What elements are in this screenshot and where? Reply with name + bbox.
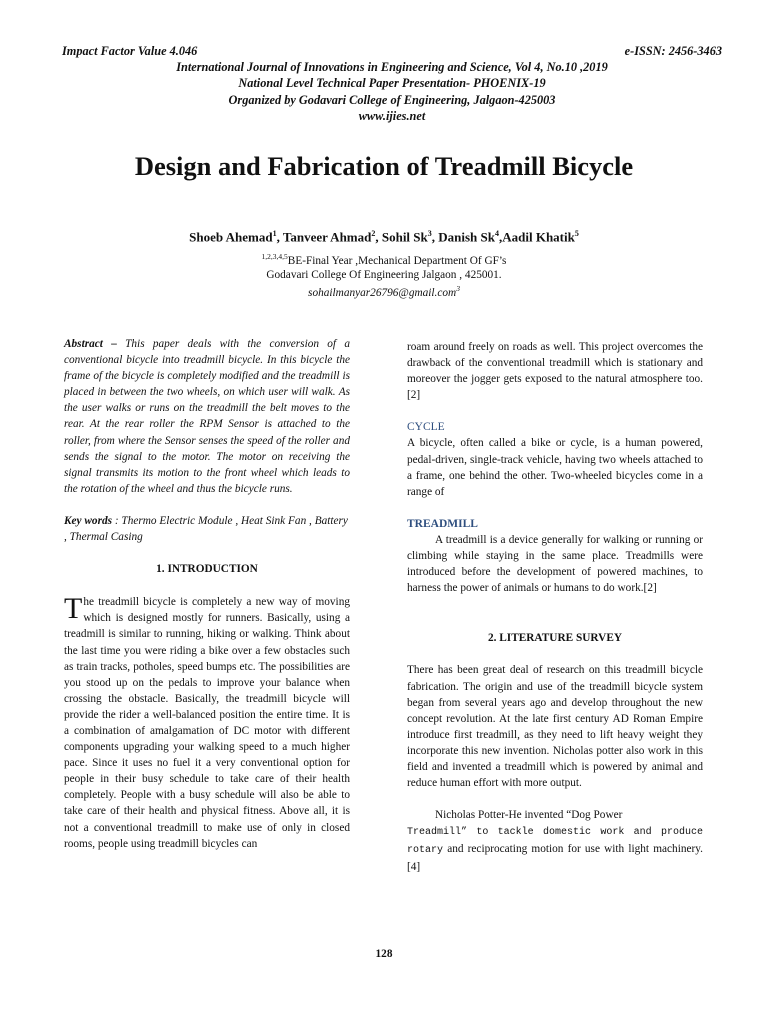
- keywords-label: Key words: [64, 514, 113, 527]
- abstract-label: Abstract –: [64, 338, 117, 350]
- journal-header: [62, 43, 722, 124]
- author-name: Danish Sk: [438, 229, 495, 245]
- left-column: [64, 336, 350, 852]
- author-sup: 1: [272, 229, 277, 238]
- affiliation: [0, 250, 768, 300]
- email-sup: 3: [456, 283, 460, 293]
- literature-para-2-line-a: Nicholas Potter-He invented “Dog Power: [435, 809, 623, 822]
- literature-para-2-line-b: Treadmill” to tackle domestic work and produce rotary: [407, 827, 703, 857]
- affiliation-sup: 1,2,3,4,5: [261, 252, 288, 261]
- author-name: Sohil Sk: [381, 229, 428, 245]
- author-sup: 5: [574, 229, 579, 238]
- literature-para-2-line-c: and reciprocating motion for use with light machinery.[4]: [407, 843, 703, 874]
- page-number: 128: [375, 948, 393, 960]
- treadmill-text: A treadmill is a device generally for walking or running or climbing while staying in the same place. Treadmills were introduced before the development of powered machines, to harness the power of animals or humans to do work.[2]: [407, 533, 703, 595]
- cycle-text: A bicycle, often called a bike or cycle, is a human powered, pedal-driven, single-track vehicle, having two wheels attached to a frame, one behind the other. Two-wheeled bicycles come in a range of: [407, 437, 703, 498]
- header-top-row: [62, 43, 722, 59]
- author-name: Shoeb Ahemad: [189, 229, 273, 245]
- organizer-line: Organized by Godavari College of Engineering, Jalgaon-425003: [228, 92, 556, 107]
- journal-name: International Journal of Innovations in Engineering and Science, Vol 4, No.10 ,2019: [176, 60, 608, 75]
- paper-title: Design and Fabrication of Treadmill Bicycle: [134, 151, 634, 181]
- author-name: Tanveer Ahmad: [282, 229, 372, 245]
- website-line: www.ijies.net: [358, 108, 426, 123]
- cycle-heading: CYCLE: [407, 421, 445, 434]
- literature-para-2: [407, 807, 703, 875]
- abstract: [64, 336, 350, 497]
- literature-heading: 2. LITERATURE SURVEY: [487, 632, 623, 645]
- literature-para-1: There has been great deal of research on this treadmill bicycle fabrication. The origin and use of the treadmill bicycle system began from several years ago and develop throughout the new concept revolution. At the late first century AD Roman Empire introduce first treadmill, as they need to lift heavy weight they incorporate this new invention. Nicholas potter also work in this field and invented a treadmill which is powered by animal and reduce human effort with more output.: [407, 664, 703, 790]
- affiliation-line-2: Godavari College Of Engineering Jalgaon , 425001.: [266, 268, 502, 281]
- drop-cap: T: [64, 592, 83, 626]
- introduction-heading: 1. INTRODUCTION: [156, 563, 258, 576]
- introduction-text: he treadmill bicycle is completely a new way of moving which is designed mostly for runners. Basically, using a treadmill is similar to running, hiking or walking. Think about the last time you were riding a bike over a few obstacles such as train tracks, potholes, speed bumps etc. The possibilities are you stood up on the pedals to improve your balance when crossing the obstacle. Basically, the treadmill bicycle will provide the rider a well-balanced position the entire time. It is a combination of amalgamation of DC motor with different components upgrading your walking speed to a much higher pace. Since it uses no fuel it a very conventional option for people in their busy schedule to take care of their health completely. People with a busy schedule will also be able to take care of their health and physical fitness. Above all, it is not a conventional treadmill to make use of only in closed rooms, people using treadmill bicycles can: [64, 596, 350, 850]
- right-column: [407, 339, 703, 876]
- author-sup: 2: [371, 229, 376, 238]
- author-name: Aadil Khatik: [502, 229, 575, 245]
- author-list: Shoeb Ahemad$^1$, Tanveer Ahmad$^2$, Sohil Sk$^3$, Danish Sk$^4$,Aadil Khatik$^5$: [189, 229, 579, 245]
- author-sup: 3: [427, 229, 432, 238]
- treadmill-heading: TREADMILL: [407, 517, 478, 530]
- issn: e-ISSN: 2456-3463: [624, 44, 722, 58]
- impact-factor: Impact Factor Value 4.046: [62, 44, 198, 58]
- affiliation-line-1: BE-Final Year ,Mechanical Department Of GF’s: [287, 254, 507, 267]
- author-email: sohailmanyar26796@gmail.com: [308, 286, 457, 299]
- introduction-body: [64, 594, 350, 852]
- keywords: [64, 513, 350, 545]
- author-sup: 4: [495, 229, 499, 238]
- presentation-line: National Level Technical Paper Presentation- PHOENIX-19: [238, 76, 546, 91]
- keywords-text: : Thermo Electric Module , Heat Sink Fan , Battery , Thermal Casing: [64, 514, 348, 544]
- introduction-continued: roam around freely on roads as well. This project overcomes the drawback of the conventional treadmill which is stationary and moreover the jogger gets exposed to the natural atmosphere too.[2]: [407, 341, 703, 402]
- abstract-text: This paper deals with the conversion of a conventional bicycle into treadmill bicycle. In this bicycle the frame of the bicycle is completely modified and the treadmill is placed in between the two wheels, on which user will walk. As the user walks or runs on the treadmill the belt moves to the rear. At the rear roller the RPM Sensor is attached to the roller, from where the Sensor senses the speed of the roller and sends the signal to the motor. The motor on receiving the signal transmits its motion to the front wheel which leads to the rotation of the wheel and thus the bicycle runs.: [64, 338, 350, 495]
